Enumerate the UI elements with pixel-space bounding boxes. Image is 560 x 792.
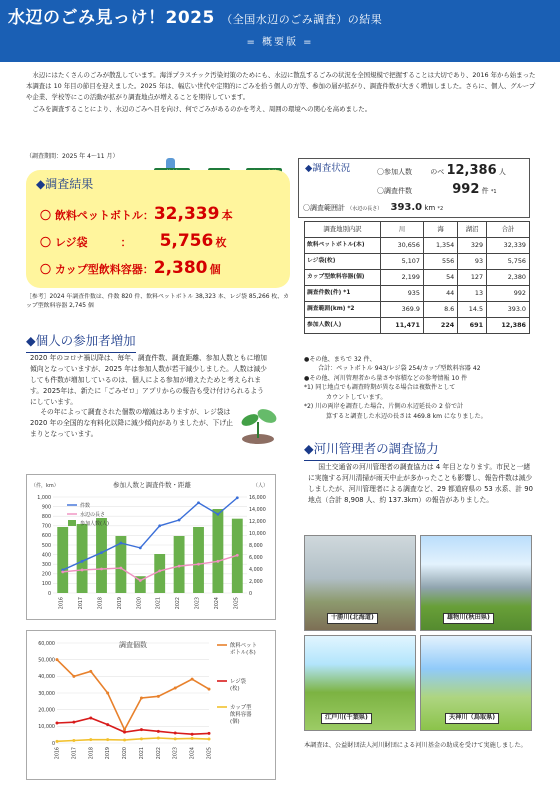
table-cell: 8.6 [423, 302, 457, 318]
y-tick: 0 [51, 741, 55, 747]
y-tick-left: 800 [41, 515, 51, 520]
x-tick: 2025 [207, 747, 213, 760]
y-tick: 40,000 [38, 675, 55, 681]
status-participants [377, 162, 506, 181]
data-point [178, 519, 181, 522]
table-row [305, 318, 530, 334]
y-tick-left: 700 [41, 524, 51, 530]
table-cell: 556 [423, 254, 457, 270]
data-point [72, 739, 75, 742]
results-panel [26, 170, 290, 288]
legend-label: 参加人数(人) [80, 521, 109, 527]
legend-label: カップ型 [230, 705, 252, 711]
data-point [56, 722, 59, 725]
legend-label: 飲料ペット [230, 643, 257, 649]
data-point [72, 675, 75, 678]
data-point [89, 670, 92, 673]
personal-text [30, 353, 270, 440]
data-point [140, 737, 143, 740]
bar-participants [57, 527, 68, 593]
y-tick-left: 600 [41, 534, 51, 540]
table-row-header: カップ型飲料容器(個) [305, 270, 381, 286]
page-header [0, 0, 560, 62]
range-unit: km [424, 204, 436, 212]
y-tick: 20,000 [38, 708, 55, 714]
table-notes [304, 355, 534, 421]
status-range [303, 201, 443, 216]
y-tick-right: 2,000 [249, 579, 263, 585]
bar-participants [77, 524, 88, 593]
participants-label: 〇参加人数 [377, 168, 412, 176]
table-cell: 393.0 [487, 302, 530, 318]
table-cell: 992 [487, 286, 530, 302]
range-value: 393.0 [390, 202, 423, 213]
data-point [89, 717, 92, 720]
participants-value: 12,386 [446, 163, 497, 178]
bar-participants [96, 518, 107, 593]
status-count [377, 181, 497, 200]
data-point [56, 658, 59, 661]
table-row [305, 270, 530, 286]
x-tick: 2018 [98, 597, 104, 610]
personal-paragraph-1: 2020 年のコロナ禍以降は、毎年、調査件数、調査距離、参加人数ともに増加傾向となっていますが、2025 年は参加人数が若干減少しました。人数は減少しても件数が増加しているのは、個人による参加が増えたためと考えられます。2025年は、新たに「ごみゼロ」アプリからの報告も受け付けられるようにしています。 [30, 354, 267, 406]
table-cell: 54 [423, 270, 457, 286]
page-title [8, 6, 382, 31]
data-point [217, 560, 220, 563]
y-tick-right: 8,000 [249, 543, 263, 549]
table-cell: 369.9 [381, 302, 424, 318]
y-tick-right: 4,000 [249, 567, 263, 573]
range-sub: （水辺の長さ） [347, 206, 383, 212]
table-row-header: 調査件数(件) *1 [305, 286, 381, 302]
x-tick: 2019 [117, 597, 123, 610]
y-tick: 60,000 [38, 641, 55, 647]
table-header: 合計 [487, 222, 530, 238]
result-label: 〇 カップ型飲料容器： [40, 263, 154, 276]
table-cell: 5,107 [381, 254, 424, 270]
note-3b: カウントしています。 [326, 393, 387, 401]
x-tick: 2025 [234, 597, 240, 610]
data-point [208, 738, 211, 741]
table-cell: 224 [423, 318, 457, 334]
table-cell: 93 [458, 254, 487, 270]
data-point [158, 570, 161, 573]
personal-paragraph-2: その年によって調査された個数の増減はありますが、レジ袋は 2020 年の全国的な有料化以降に減少傾向がありましたが、下げ止まりとなっています。 [30, 408, 233, 439]
result-value: 2,380 [153, 258, 208, 278]
data-point [174, 732, 177, 735]
participants-prefix: のべ [430, 168, 445, 176]
funding-credit: 本調査は、公益財団法人河川財団による河川基金の助成を受けて実施しました。 [304, 742, 527, 749]
data-point [100, 551, 103, 554]
table-cell: 13 [458, 286, 487, 302]
data-point [217, 513, 220, 516]
chart-participants-box [26, 474, 276, 620]
result-row-bag [40, 229, 227, 254]
count-unit: 件 [481, 187, 489, 195]
result-value: 5,756 [159, 231, 214, 251]
note-1b: 合計：ペットボトル 943/レジ袋 254/カップ型飲料容器 42 [318, 365, 481, 373]
breakdown-table [304, 221, 530, 334]
result-row-bottle [40, 202, 233, 227]
y-tick-right: 14,000 [249, 507, 266, 513]
y-tick-left: 400 [41, 553, 51, 559]
table-cell: 5,756 [487, 254, 530, 270]
status-title: ◆調査状況 [305, 163, 351, 174]
y-tick: 10,000 [38, 725, 55, 731]
series-line [57, 738, 209, 741]
y-tick-left: 0 [47, 591, 51, 597]
photo-caption: 雄物川(秋田県) [443, 613, 494, 624]
table-cell: 11,471 [381, 318, 424, 334]
data-point [140, 728, 143, 731]
data-point [106, 738, 109, 741]
title-sub: （全国水辺のごみ調査）の結果 [221, 13, 383, 26]
result-row-cup [40, 256, 221, 281]
note-2: ●その他、河川管理者から量さや容積などの参考情報 10 件 [304, 374, 468, 382]
result-unit: 本 [221, 209, 233, 222]
x-tick: 2020 [123, 747, 129, 760]
table-header-row [305, 222, 530, 238]
page-subtitle: = 概要版 = [246, 37, 314, 48]
data-point [56, 740, 59, 743]
personal-section-title: ◆個人の参加者増加 [26, 332, 136, 350]
chart-title: 調査個数 [119, 641, 147, 649]
x-tick: 2023 [173, 747, 179, 760]
legend-label: 飲料容器 [230, 712, 252, 718]
intro-paragraph-1: 水辺にはたくさんのごみが散乱しています。海洋プラスチック汚染対策のためにも、水辺に散乱するごみの状況を全国規模で把握することは大切であり、2016 年から始まった本調査は 10 年目の節目を迎えました。2025 年は、幅広い世代や定期的にごみを拾う個人の方等、参加の層が拡がり、調査件数が大きく増加しました。さらに、個人、グループや企業、学校等にこの活動が拡がり調査地点が増えることを期待しています。 [26, 71, 536, 102]
count-value: 992 [452, 182, 480, 197]
y-tick-left: 1,000 [37, 495, 51, 501]
photo-caption: 天神川（鳥取県) [445, 713, 499, 724]
data-point [174, 687, 177, 690]
y-tick: 30,000 [38, 691, 55, 697]
count-label: 〇調査件数 [377, 187, 412, 195]
data-point [208, 732, 211, 735]
axis-unit-right: （人） [253, 483, 269, 489]
legend-label: 水辺の長さ [80, 512, 106, 518]
data-point [197, 563, 200, 566]
data-point [191, 733, 194, 736]
table-row [305, 302, 530, 318]
x-tick: 2017 [72, 747, 78, 760]
photo-caption: 江戸川(千葉県) [321, 713, 372, 724]
range-note: *2 [437, 206, 444, 212]
data-point [120, 567, 123, 570]
y-tick-right: 6,000 [249, 555, 263, 561]
y-tick-left: 500 [41, 543, 51, 549]
bar-participants [212, 509, 223, 593]
chart-items [27, 631, 277, 781]
table-cell: 127 [458, 270, 487, 286]
data-point [158, 524, 161, 527]
y-tick-right: 12,000 [249, 519, 266, 525]
data-point [100, 568, 103, 571]
table-header: 調査地別内訳 [305, 222, 381, 238]
x-tick: 2024 [190, 747, 196, 760]
x-tick: 2016 [55, 747, 61, 760]
photo-tokachi [304, 535, 416, 631]
data-point [208, 688, 211, 691]
note-4b: 算すると調査した水辺の長さは 469.8 km になりました。 [326, 412, 487, 420]
data-point [236, 496, 239, 499]
y-tick-left: 300 [41, 563, 51, 568]
table-header: 海 [423, 222, 457, 238]
data-point [174, 737, 177, 740]
x-tick: 2021 [156, 597, 162, 610]
data-point [72, 721, 75, 724]
table-cell: 30,656 [381, 238, 424, 254]
data-point [157, 730, 160, 733]
note-4: *2) 川の両岸を調査した場合、片側の水辺延長の 2 倍で計 [304, 403, 464, 411]
table-row-header: 参加人数(人) [305, 318, 381, 334]
table-cell: 935 [381, 286, 424, 302]
y-tick-left: 100 [41, 582, 51, 588]
data-point [157, 737, 160, 740]
data-point [157, 695, 160, 698]
river-section-title: ◆河川管理者の調査協力 [304, 440, 439, 458]
table-cell: 329 [458, 238, 487, 254]
data-point [140, 697, 143, 700]
y-tick-right: 0 [249, 591, 253, 597]
data-point [197, 501, 200, 504]
result-unit: 個 [209, 263, 221, 276]
data-point [106, 723, 109, 726]
count-note: *1 [490, 189, 497, 195]
data-point [236, 554, 239, 557]
table-header: 川 [381, 222, 424, 238]
x-tick: 2018 [89, 747, 95, 760]
photo-edogawa [304, 635, 416, 731]
participants-unit: 人 [498, 168, 506, 176]
result-label: 〇 レジ袋 ： [40, 236, 132, 249]
table-row-header: 調査範囲(km) *2 [305, 302, 381, 318]
legend-label: ボトル(本) [230, 650, 256, 656]
reference-note: ［参考］2024 年調査件数は、件数 820 件、飲料ペットボトル 38,323 本、レジ袋 85,266 枚、カップ型飲料容器 2,745 個 [26, 294, 290, 309]
y-tick-left: 200 [41, 572, 51, 578]
data-point [178, 565, 181, 568]
y-tick: 50,000 [38, 658, 55, 664]
intro-paragraph-2: ごみを調査することにより、水辺のごみへ目を向け、何でごみがあるのかを考え、周囲の環境への関心を高めました。 [32, 104, 372, 113]
x-tick: 2020 [137, 597, 143, 610]
result-value: 32,339 [153, 204, 220, 224]
x-tick: 2023 [195, 597, 201, 610]
note-3: *1) 同じ地点でも調査時期が異なる場合は複数件として [304, 384, 456, 392]
x-tick: 2024 [214, 597, 220, 610]
table-row-header: 飲料ペットボトル(本) [305, 238, 381, 254]
bar-participants [174, 536, 185, 593]
table-row [305, 254, 530, 270]
chart-title: 参加人数と調査件数・距離 [113, 481, 191, 489]
data-point [61, 570, 64, 573]
results-title: ◆調査結果 [36, 177, 94, 191]
x-tick: 2021 [139, 747, 145, 760]
bar-participants [193, 527, 204, 593]
data-point [191, 737, 194, 740]
title-main: 水辺のごみ見っけ！2025 [8, 8, 215, 28]
photo-omono [420, 535, 532, 631]
chart-participants [27, 475, 277, 621]
photo-caption: 十勝川(北海道) [327, 613, 378, 624]
result-unit: 枚 [215, 236, 227, 249]
table-row [305, 238, 530, 254]
table-cell: 691 [458, 318, 487, 334]
data-point [81, 560, 84, 563]
data-point [139, 546, 142, 549]
chart-items-box [26, 630, 276, 780]
river-paragraph: 国土交通省の河川管理者の調査協力は 4 年目となります。市民と一緒に実施する河川清掃が雨天中止が多かったことも影響し、報告件数は減少しましたが、河川管理者による調査など、29 都道府県の 53 水系、計 90 地点（合計 8,908 人、約 137.3km）の報告がありました。 [308, 463, 533, 504]
table-cell: 32,339 [487, 238, 530, 254]
data-point [106, 692, 109, 695]
photo-tenjin [420, 635, 532, 731]
axis-unit-left: （件，km） [31, 483, 59, 489]
data-point [139, 579, 142, 582]
y-tick-left: 900 [41, 505, 51, 511]
legend-label: 件数 [80, 503, 91, 509]
series-line [57, 660, 209, 730]
data-point [191, 678, 194, 681]
table-header: 湖沼 [458, 222, 487, 238]
x-tick: 2022 [156, 747, 162, 760]
intro-text [26, 70, 536, 115]
result-label: 〇 飲料ペットボトル： [40, 209, 154, 222]
y-tick-right: 10,000 [249, 531, 266, 537]
status-box [298, 158, 530, 218]
table-cell: 14.5 [458, 302, 487, 318]
table-row-header: レジ袋(枚) [305, 254, 381, 270]
legend-label: レジ袋 [230, 679, 247, 685]
data-point [120, 542, 123, 545]
x-tick: 2017 [79, 597, 85, 610]
range-label: 〇調査範囲計 [303, 204, 345, 212]
data-point [89, 738, 92, 741]
table-cell: 1,354 [423, 238, 457, 254]
table-cell: 2,380 [487, 270, 530, 286]
x-tick: 2016 [59, 597, 65, 610]
survey-period: （調査期間：2025 年 4～11 月） [26, 153, 119, 160]
data-point [123, 731, 126, 734]
table-row [305, 286, 530, 302]
legend-label: (個) [230, 719, 240, 725]
sprout-icon [236, 406, 280, 446]
data-point [81, 569, 84, 572]
legend-label: (枚) [230, 686, 240, 692]
y-tick-right: 16,000 [249, 495, 266, 501]
note-1: ●その他、まちで 32 件、 [304, 356, 376, 363]
legend-swatch [68, 520, 76, 526]
table-cell: 44 [423, 286, 457, 302]
table-cell: 2,199 [381, 270, 424, 286]
x-tick: 2022 [176, 597, 182, 610]
data-point [123, 739, 126, 742]
x-tick: 2019 [106, 747, 112, 760]
table-cell: 12,386 [487, 318, 530, 334]
